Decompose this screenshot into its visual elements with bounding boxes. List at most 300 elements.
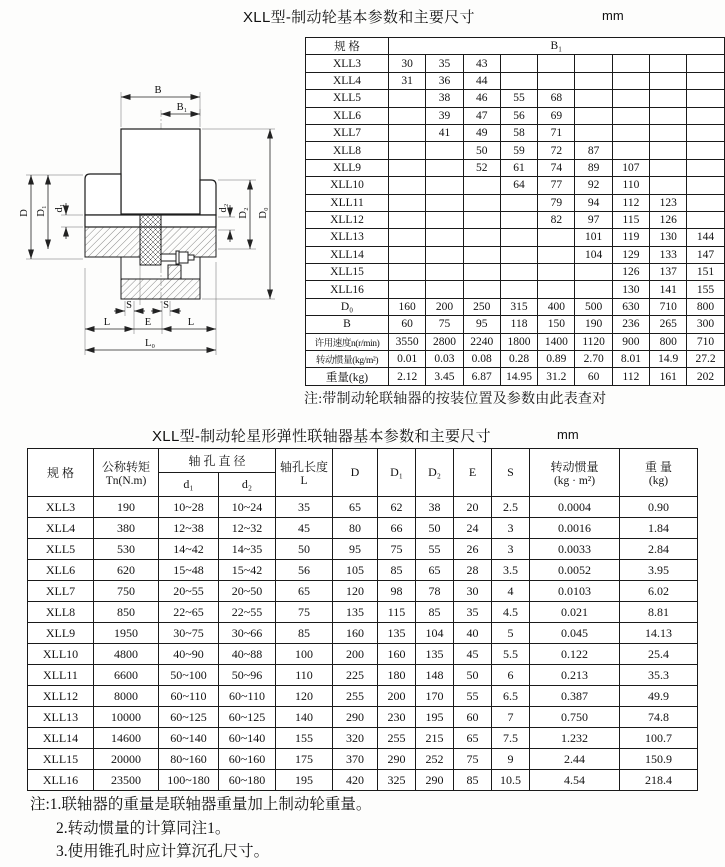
table2-value-cell: 0.387	[530, 686, 620, 707]
table2-value-cell: 50~96	[219, 665, 276, 686]
table1-b1-cell	[500, 211, 537, 228]
table2-value-cell: 15~48	[159, 560, 219, 581]
table1-b1-cell: 77	[538, 177, 575, 194]
table1-rowlabel-cell: 重量(kg)	[306, 368, 389, 385]
table1-b1-cell	[463, 281, 500, 298]
table1-b1-cell: 130	[650, 229, 687, 246]
table1-b1-cell	[575, 124, 612, 141]
table1-b1-cell	[538, 246, 575, 263]
dim-label-d2: d₂	[218, 203, 229, 213]
table1-b1-cell: 104	[575, 246, 612, 263]
table2-value-cell: 6600	[94, 665, 159, 686]
table2-value-cell: 25.4	[620, 644, 698, 665]
dim-label-B: B	[154, 85, 162, 96]
table1-value-cell: 160	[389, 298, 426, 315]
table2-value-cell: 4	[492, 581, 530, 602]
table1-value-cell: 150	[538, 316, 575, 333]
dim-label-S-right: S	[163, 300, 169, 311]
table1-b1-header: B₁	[389, 38, 725, 55]
table2-value-cell: 7	[492, 707, 530, 728]
table2-value-cell: 170	[416, 686, 454, 707]
table1-bottom-row	[306, 368, 725, 385]
table1-b1-cell: 107	[612, 159, 649, 176]
table2-value-cell: 370	[333, 749, 378, 770]
table1-value-cell: 0.28	[500, 351, 537, 368]
table1-note: 注:带制动轮联轴器的按装位置及参数由此表查对	[304, 392, 607, 407]
table2-value-cell: 215	[416, 728, 454, 749]
table2-value-cell: 20000	[94, 749, 159, 770]
table1-b1-cell	[612, 124, 649, 141]
table1-b1-cell	[650, 90, 687, 107]
table2-value-cell: 8000	[94, 686, 159, 707]
table1-value-cell: 112	[612, 368, 649, 385]
table1-b1-cell	[500, 72, 537, 89]
table1-b1-cell	[650, 72, 687, 89]
table2-value-cell: 14.13	[620, 623, 698, 644]
table2-value-cell: 4.5	[492, 602, 530, 623]
hub-and-flange-shapes	[85, 215, 216, 299]
table2-title: XLL型-制动轮星形弹性联轴器基本参数和主要尺寸	[152, 428, 491, 445]
table2-bore-length-header	[276, 449, 333, 497]
table2-row	[28, 623, 698, 644]
table1-spec-cell: XLL14	[306, 246, 389, 263]
table1-b1-cell	[500, 55, 537, 72]
table1-b1-cell	[612, 107, 649, 124]
table2-value-cell: 14~35	[219, 539, 276, 560]
table1-b1-cell: 71	[538, 124, 575, 141]
table2-value-cell: 65	[454, 728, 492, 749]
table1-value-cell: 0.03	[426, 351, 463, 368]
table2-value-cell: 12~38	[159, 518, 219, 539]
table1-b1-cell	[687, 211, 724, 228]
table2-value-cell: 45	[276, 518, 333, 539]
table1-b1-cell: 72	[538, 142, 575, 159]
table1-b1-cell	[426, 281, 463, 298]
table1-value-cell: 265	[650, 316, 687, 333]
table1-spec-cell: XLL8	[306, 142, 389, 159]
table2-value-cell: 10000	[94, 707, 159, 728]
table1-b1-cell	[538, 55, 575, 72]
table2-value-cell: 75	[378, 539, 416, 560]
table1-spec-cell: XLL15	[306, 264, 389, 281]
table1-value-cell: 315	[500, 298, 537, 315]
table2-value-cell: 320	[333, 728, 378, 749]
table1-b1-cell: 94	[575, 194, 612, 211]
dim-label-L-right: L	[187, 317, 195, 328]
table2-spec-cell: XLL12	[28, 686, 94, 707]
table1-b1-cell	[612, 72, 649, 89]
table2-value-cell: 325	[378, 770, 416, 791]
table1-b1-cell	[650, 159, 687, 176]
table1-b1-cell	[575, 281, 612, 298]
table1-b1-cell: 55	[500, 90, 537, 107]
table2-value-cell: 0.90	[620, 497, 698, 518]
table1-b1-cell	[538, 229, 575, 246]
table1-b1-cell	[612, 142, 649, 159]
table1-value-cell: 95	[463, 316, 500, 333]
table2-value-cell: 85	[416, 602, 454, 623]
table1-value-cell: 6.87	[463, 368, 500, 385]
table2-value-cell: 105	[333, 560, 378, 581]
table1-b1-cell	[575, 107, 612, 124]
table2-value-cell: 225	[333, 665, 378, 686]
table2-value-cell: 160	[378, 644, 416, 665]
table1-b1-cell	[389, 246, 426, 263]
table1-b1-cell	[650, 107, 687, 124]
table2-row	[28, 560, 698, 581]
table2-value-cell: 100	[276, 644, 333, 665]
table1-value-cell: 250	[463, 298, 500, 315]
table1-value-cell: 800	[650, 333, 687, 350]
table1-spec-cell: XLL16	[306, 281, 389, 298]
table1-value-cell: 710	[687, 333, 724, 350]
table1-b1-cell: 129	[612, 246, 649, 263]
table1-b1-cell	[500, 194, 537, 211]
table2-row	[28, 749, 698, 770]
table1-b1-cell: 68	[538, 90, 575, 107]
table2-value-cell: 850	[94, 602, 159, 623]
table2-D2-header: D₂	[416, 449, 454, 497]
table2-value-cell: 3.95	[620, 560, 698, 581]
table1-b1-cell: 126	[650, 211, 687, 228]
table1-row	[306, 107, 725, 124]
table1-unit: mm	[602, 8, 624, 23]
table2-value-cell: 35	[454, 602, 492, 623]
table1-spec-cell: XLL4	[306, 72, 389, 89]
table1-b1-cell	[389, 124, 426, 141]
footnote-3: 3.使用锥孔时应计算沉孔尺寸。	[56, 843, 270, 860]
dim-label-D0: D₀	[258, 207, 269, 219]
table1-rowlabel-cell: 转动惯量(kg/m²)	[306, 351, 389, 368]
table2-value-cell: 255	[333, 686, 378, 707]
table2-value-cell: 60~110	[159, 686, 219, 707]
table1-b1-cell: 110	[612, 177, 649, 194]
table1-b1-cell	[389, 211, 426, 228]
dim-label-E: E	[144, 317, 152, 328]
table2-value-cell: 3	[492, 539, 530, 560]
table1-value-cell: 710	[650, 298, 687, 315]
table2-value-cell: 750	[94, 581, 159, 602]
table1-value-cell: 2800	[426, 333, 463, 350]
table2-value-cell: 60	[454, 707, 492, 728]
table2-value-cell: 62	[378, 497, 416, 518]
table1-b1-cell	[500, 229, 537, 246]
table2-value-cell: 30~75	[159, 623, 219, 644]
brake-wheel-shape	[85, 129, 216, 227]
table1-row	[306, 177, 725, 194]
table2-spec-cell: XLL4	[28, 518, 94, 539]
table2-value-cell: 95	[333, 539, 378, 560]
table2-value-cell: 60~125	[219, 707, 276, 728]
table2-value-cell: 120	[276, 686, 333, 707]
table2-value-cell: 50~100	[159, 665, 219, 686]
table2-value-cell: 65	[276, 581, 333, 602]
table1-b1-cell: 69	[538, 107, 575, 124]
table1-b1-cell	[538, 264, 575, 281]
table2-value-cell: 0.122	[530, 644, 620, 665]
table1-b1-cell: 151	[687, 264, 724, 281]
table1-b1-cell	[463, 194, 500, 211]
table1-b1-cell	[426, 211, 463, 228]
table2-value-cell: 40~90	[159, 644, 219, 665]
table2-value-cell: 15~42	[219, 560, 276, 581]
table2-d2-header: d₂	[219, 473, 276, 497]
table1-b1-cell: 126	[612, 264, 649, 281]
table2-value-cell: 55	[454, 686, 492, 707]
footnote-1: 注:1.联轴器的重量是联轴器重量加上制动轮重量。	[30, 796, 372, 813]
table1-b1-cell	[687, 142, 724, 159]
table1-b1-cell	[426, 246, 463, 263]
table2-value-cell: 60~110	[219, 686, 276, 707]
table2-value-cell: 40	[454, 623, 492, 644]
table1-b1-cell: 35	[426, 55, 463, 72]
table2-value-cell: 14600	[94, 728, 159, 749]
table1-row	[306, 90, 725, 107]
table1-b1-cell: 137	[650, 264, 687, 281]
table1-b1-cell: 147	[687, 246, 724, 263]
table2-value-cell: 5.5	[492, 644, 530, 665]
table2-value-cell: 0.0052	[530, 560, 620, 581]
table2-spec-cell: XLL3	[28, 497, 94, 518]
table1-b1-cell: 61	[500, 159, 537, 176]
table1-b1-cell: 74	[538, 159, 575, 176]
table2-row	[28, 581, 698, 602]
table2-value-cell: 175	[276, 749, 333, 770]
table1-row	[306, 72, 725, 89]
dim-label-L-left: L	[103, 317, 111, 328]
table2-value-cell: 230	[378, 707, 416, 728]
table1-b1-cell	[687, 55, 724, 72]
table1-b1-cell	[426, 264, 463, 281]
dim-label-L0: L₀	[144, 338, 156, 349]
table2-value-cell: 74.8	[620, 707, 698, 728]
weight-header-line2: (kg)	[648, 475, 669, 487]
table2-value-cell: 380	[94, 518, 159, 539]
table1-b1-cell	[389, 159, 426, 176]
table2-row	[28, 602, 698, 623]
table2-value-cell: 160	[333, 623, 378, 644]
table2-value-cell: 5	[492, 623, 530, 644]
dim-label-S-left: S	[126, 300, 132, 311]
table2-spec-cell: XLL13	[28, 707, 94, 728]
table1-title: XLL型-制动轮基本参数和主要尺寸	[243, 9, 475, 26]
table2-value-cell: 8.81	[620, 602, 698, 623]
table2-spec-cell: XLL7	[28, 581, 94, 602]
table1-b1-cell: 89	[575, 159, 612, 176]
table1-b1-cell	[687, 194, 724, 211]
table1-b1-cell: 46	[463, 90, 500, 107]
table2-value-cell: 290	[378, 749, 416, 770]
table2-value-cell: 12~32	[219, 518, 276, 539]
table1-value-cell: 118	[500, 316, 537, 333]
table2-value-cell: 3.5	[492, 560, 530, 581]
table1-spec-header: 规 格	[306, 38, 389, 55]
table2-value-cell: 0.0033	[530, 539, 620, 560]
table2-value-cell: 135	[416, 644, 454, 665]
table1-b1-cell	[463, 246, 500, 263]
table2-value-cell: 6.5	[492, 686, 530, 707]
table1-b1-cell: 49	[463, 124, 500, 141]
table1-row	[306, 264, 725, 281]
table1-b1-cell: 59	[500, 142, 537, 159]
table1-b1-cell: 112	[612, 194, 649, 211]
table2-value-cell: 75	[276, 602, 333, 623]
table1-value-cell: 31.2	[538, 368, 575, 385]
table2-value-cell: 104	[416, 623, 454, 644]
table1-b1-cell	[426, 229, 463, 246]
table1-b1-cell: 144	[687, 229, 724, 246]
table2-row	[28, 518, 698, 539]
table1-b1-cell: 101	[575, 229, 612, 246]
table2-value-cell: 1.84	[620, 518, 698, 539]
bore-length-header-line1: 轴孔长度	[280, 460, 329, 474]
table1-value-cell: 60	[389, 316, 426, 333]
table2-spec-cell: XLL16	[28, 770, 94, 791]
table1-value-cell: 14.95	[500, 368, 537, 385]
table1-b1-cell	[687, 177, 724, 194]
table1-b1-cell: 41	[426, 124, 463, 141]
table2-value-cell: 4.54	[530, 770, 620, 791]
table1-row	[306, 142, 725, 159]
dim-label-B1: B₁	[176, 102, 188, 113]
table2-value-cell: 10.5	[492, 770, 530, 791]
table2-spec-cell: XLL5	[28, 539, 94, 560]
table2-value-cell: 20	[454, 497, 492, 518]
table2-spec-cell: XLL14	[28, 728, 94, 749]
table2-spec-cell: XLL15	[28, 749, 94, 770]
table1-value-cell: 60	[575, 368, 612, 385]
table2-value-cell: 75	[454, 749, 492, 770]
table2-value-cell: 30~66	[219, 623, 276, 644]
table2-value-cell: 420	[333, 770, 378, 791]
table2-spec-cell: XLL10	[28, 644, 94, 665]
table2-value-cell: 100~180	[159, 770, 219, 791]
table1-b1-cell: 97	[575, 211, 612, 228]
table2-value-cell: 50	[276, 539, 333, 560]
table1-b1-cell	[538, 281, 575, 298]
table1-spec-cell: XLL11	[306, 194, 389, 211]
table1-header-row	[306, 38, 725, 55]
coupling-cross-section-drawing	[18, 72, 305, 386]
table1-b1-cell: 133	[650, 246, 687, 263]
table2-value-cell: 60~180	[219, 770, 276, 791]
table1-b1-cell: 39	[426, 107, 463, 124]
table2-value-cell: 20~50	[219, 581, 276, 602]
table2-value-cell: 60~125	[159, 707, 219, 728]
table1-b1-cell	[575, 90, 612, 107]
table1-value-cell: 3550	[389, 333, 426, 350]
table1-spec-cell: XLL6	[306, 107, 389, 124]
table2-value-cell: 200	[378, 686, 416, 707]
table2-spec-cell: XLL8	[28, 602, 94, 623]
table2-value-cell: 140	[276, 707, 333, 728]
table1-value-cell: 0.08	[463, 351, 500, 368]
bore-length-header-line2: L	[300, 475, 308, 487]
table1-b1-cell	[650, 142, 687, 159]
table1-b1-cell	[389, 281, 426, 298]
table2-value-cell: 65	[416, 560, 454, 581]
table1-b1-cell	[389, 229, 426, 246]
dim-label-D: D	[19, 209, 30, 217]
table2-value-cell: 120	[333, 581, 378, 602]
table1-spec-cell: XLL9	[306, 159, 389, 176]
table1-b1-cell: 52	[463, 159, 500, 176]
table2-value-cell: 10~28	[159, 497, 219, 518]
table1-b1-cell	[687, 159, 724, 176]
table2-value-cell: 30	[454, 581, 492, 602]
table1-value-cell: 400	[538, 298, 575, 315]
table2-spec-cell: XLL6	[28, 560, 94, 581]
table1-b1-cell	[463, 177, 500, 194]
table2-value-cell: 10~24	[219, 497, 276, 518]
table2-value-cell: 3	[492, 518, 530, 539]
table2-value-cell: 6.02	[620, 581, 698, 602]
table1-b1-cell: 119	[612, 229, 649, 246]
table2-value-cell: 6	[492, 665, 530, 686]
table1-b1-cell	[650, 124, 687, 141]
table2-value-cell: 530	[94, 539, 159, 560]
table2-value-cell: 190	[94, 497, 159, 518]
table1-row	[306, 55, 725, 72]
table1-value-cell: 202	[687, 368, 724, 385]
table1-value-cell: 75	[426, 316, 463, 333]
table1-b1-cell	[687, 107, 724, 124]
table2-row	[28, 707, 698, 728]
table1-value-cell: 300	[687, 316, 724, 333]
table2-value-cell: 155	[276, 728, 333, 749]
table1-b1-cell	[538, 72, 575, 89]
table1-bottom-row	[306, 333, 725, 350]
table2-value-cell: 290	[333, 707, 378, 728]
table1-b1-cell	[389, 264, 426, 281]
table2-value-cell: 9	[492, 749, 530, 770]
table1-value-cell: 2.12	[389, 368, 426, 385]
table1-b1-cell	[612, 55, 649, 72]
table2-value-cell: 0.0004	[530, 497, 620, 518]
table2-value-cell: 0.021	[530, 602, 620, 623]
table2-value-cell: 85	[276, 623, 333, 644]
table2-value-cell: 20~55	[159, 581, 219, 602]
table1-b1-cell	[575, 264, 612, 281]
footnote-2: 2.转动惯量的计算同注1。	[56, 819, 231, 837]
table1-b1-cell: 38	[426, 90, 463, 107]
table2-spec-header: 规 格	[28, 449, 94, 497]
table2-value-cell: 14~42	[159, 539, 219, 560]
torque-header-line2: Tn(N.m)	[105, 475, 147, 487]
table1-rowlabel-cell: B	[306, 316, 389, 333]
table1-b1-cell	[650, 177, 687, 194]
table2-value-cell: 60~140	[219, 728, 276, 749]
table1-b1-cell: 43	[463, 55, 500, 72]
table1-b1-cell: 79	[538, 194, 575, 211]
table1-value-cell: 500	[575, 298, 612, 315]
table2-value-cell: 255	[378, 728, 416, 749]
table2-value-cell: 2.5	[492, 497, 530, 518]
table2-row	[28, 644, 698, 665]
dim-label-D2: D₂	[238, 207, 249, 219]
table2-value-cell: 66	[378, 518, 416, 539]
table2-value-cell: 45	[454, 644, 492, 665]
table2-row	[28, 686, 698, 707]
table2-value-cell: 35.3	[620, 665, 698, 686]
table1-bottom-row	[306, 298, 725, 315]
table1-b1-cell: 115	[612, 211, 649, 228]
table2-D-header: D	[333, 449, 378, 497]
table2-value-cell: 1.232	[530, 728, 620, 749]
table2-value-cell: 1950	[94, 623, 159, 644]
table1-spec-cell: XLL3	[306, 55, 389, 72]
table2-value-cell: 252	[416, 749, 454, 770]
